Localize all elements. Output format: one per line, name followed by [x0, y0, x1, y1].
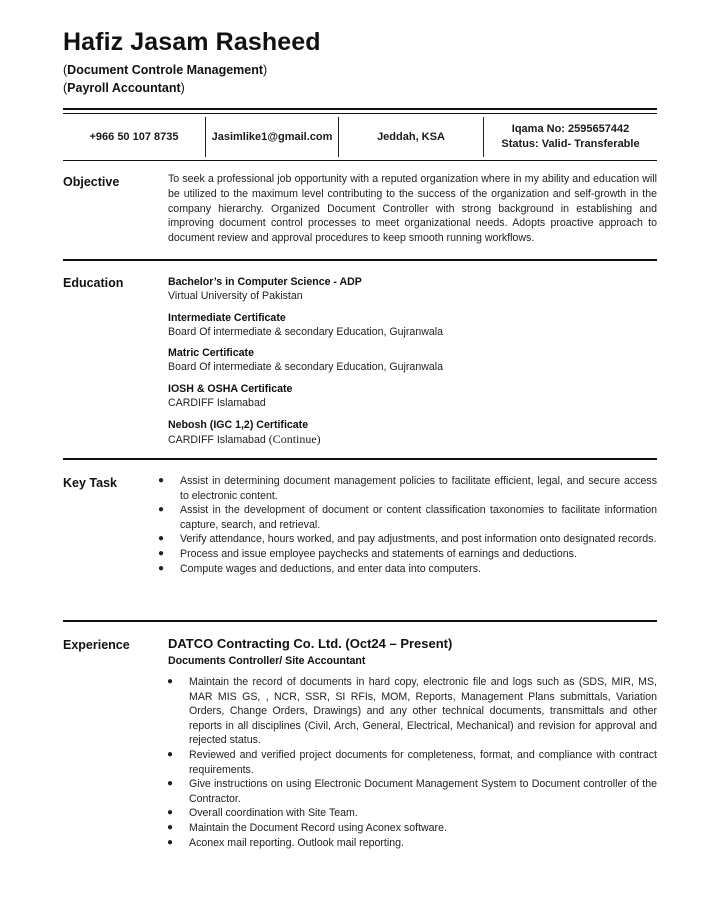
contact-iqama-box [483, 117, 657, 157]
section-title-key-task: Key Task [63, 476, 117, 490]
list-item-text: Reviewed and verified project documents for completeness, format, and compliance with contract requirements. [189, 748, 657, 776]
list-item [167, 836, 657, 851]
education-item-title: IOSH & OSHA Certificate [168, 383, 293, 395]
list-item [158, 474, 657, 503]
section-title-objective: Objective [63, 175, 120, 189]
education-item-detail: CARDIFF Islamabad [168, 397, 266, 409]
education-item-detail: Board Of intermediate & secondary Education, Gujranwala [168, 326, 443, 338]
bullet-icon: ● [167, 807, 174, 819]
bullet-icon: ● [158, 547, 165, 559]
header-divider-top-inner [63, 113, 657, 114]
header-divider-bottom [63, 160, 657, 161]
education-item [168, 418, 321, 447]
bullet-icon: ● [167, 778, 174, 790]
list-item-text: Assist in determining document management policies to facilitate efficient, legal, and secure access to electronic content. [180, 475, 657, 502]
education-item [168, 346, 443, 374]
education-item-title: Intermediate Certificate [168, 312, 286, 324]
education-item-title: Matric Certificate [168, 347, 254, 359]
section-title-experience: Experience [63, 638, 130, 652]
bullet-icon: ● [167, 821, 174, 833]
list-item [167, 777, 657, 806]
education-item-detail: CARDIFF Islamabad [168, 434, 266, 446]
bullet-icon: ● [167, 836, 174, 848]
experience-duties-list [167, 675, 657, 850]
contact-iqama-status: Status: Valid- Transferable [501, 138, 640, 150]
list-item [167, 748, 657, 777]
list-item [158, 532, 657, 547]
contact-phone: +966 50 107 8735 [89, 131, 179, 143]
list-item-text: Maintain the record of documents in hard copy, electronic file and logs such as (SDS, MIR, MS, MAR MIS GS, , NCR, SSR, SI RFIs, MOM, Reports, Management Plans submittals, Variation Orders, Change Orders, Drawings) and any other technical documents, transmittals and other reports in all disciplines (Civil, Arch, General, Electrical, Mechanical) and revision for approval and rejected status. [189, 676, 657, 747]
divider-key-task [63, 620, 657, 622]
list-item-text: Overall coordination with Site Team. [189, 807, 358, 820]
candidate-name: Hafiz Jasam Rasheed [63, 28, 321, 56]
section-title-education: Education [63, 276, 124, 290]
divider-education [63, 458, 657, 460]
education-item [168, 275, 362, 303]
contact-iqama: Iqama No: 2595657442 [511, 123, 630, 135]
list-item [167, 675, 657, 748]
subtitle-line-1: (Document Controle Management) [63, 63, 268, 77]
bullet-icon: ● [158, 562, 165, 574]
list-item-text: Compute wages and deductions, and enter data into computers. [180, 562, 481, 575]
list-item [158, 547, 657, 562]
experience-role: Documents Controller/ Site Accountant [168, 655, 366, 667]
bullet-icon: ● [167, 748, 174, 760]
divider-objective [63, 259, 657, 261]
education-item-detail: Virtual University of Pakistan [168, 290, 303, 302]
contact-location: Jeddah, KSA [377, 131, 445, 143]
list-item-text: Process and issue employee paychecks and statements of earnings and deductions. [180, 547, 577, 560]
list-item [158, 503, 657, 532]
contact-email: Jasimlike1@gmail.com [205, 117, 339, 157]
education-item-note: (Continue) [268, 432, 321, 446]
header-divider-top [63, 108, 657, 110]
education-item-title: Nebosh (IGC 1,2) Certificate [168, 419, 309, 431]
subtitle-line-2: (Payroll Accountant) [63, 81, 185, 95]
list-item-text: Verify attendance, hours worked, and pay adjustments, and post information onto designated records. [180, 533, 657, 546]
contact-bar [63, 117, 657, 159]
subtitle-document-control: Document Controle Management [67, 63, 264, 77]
education-item-title: Bachelor’s in Computer Science - ADP [168, 276, 362, 288]
bullet-icon: ● [158, 504, 165, 516]
education-item-detail-line [168, 432, 321, 447]
key-task-list [158, 474, 657, 576]
list-item-text: Give instructions on using Electronic Document Management System to Document controller of the Contractor. [189, 778, 657, 805]
list-item [167, 806, 657, 821]
experience-company: DATCO Contracting Co. Ltd. (Oct24 – Present) [168, 636, 453, 651]
list-item-text: Aconex mail reporting. Outlook mail reporting. [189, 836, 404, 849]
education-item [168, 382, 292, 410]
list-item [158, 562, 657, 577]
bullet-icon: ● [158, 533, 165, 545]
objective-text: To seek a professional job opportunity with a reputed organization where in my ability and education will be utilized to the maximum level contributing to the success of the organization and self-growth in the company hierarchy. Organized Document Controller with strong background in establishing and improving document control processes to meet organizational needs. Adopts proactive approach to document review and approval procedures to keep smooth running workflows. [168, 173, 657, 245]
list-item-text: Maintain the Document Record using Aconex software. [189, 821, 447, 834]
list-item-text: Assist in the development of document or content classification taxonomies to facilitate information capture, search, and retrieval. [180, 504, 657, 531]
subtitle-payroll: Payroll Accountant [67, 81, 181, 95]
education-item-detail: Board Of intermediate & secondary Education, Gujranwala [168, 361, 443, 373]
bullet-icon: ● [167, 676, 174, 687]
education-item [168, 311, 443, 339]
list-item [167, 821, 657, 836]
bullet-icon: ● [158, 475, 165, 486]
